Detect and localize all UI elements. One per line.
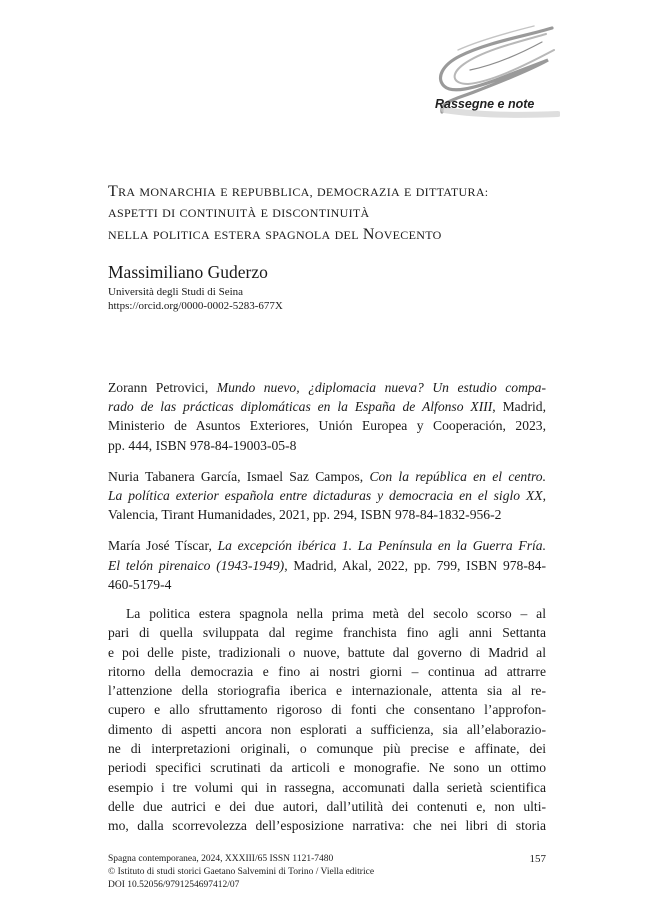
reviewed-books-list <box>108 378 546 606</box>
article-title <box>108 181 588 246</box>
reference-text: , Madrid, Akal, 2022, pp. 799, ISBN 978-84- <box>284 557 546 573</box>
body-line: periodi specifici scrutinati da articoli e monografie. Ne sono un ottimo <box>108 760 546 776</box>
body-line: l’attenzione della storiografia iberica e internazionale, attenta sia al re- <box>108 683 546 699</box>
reference-text: María José Tíscar, <box>108 538 218 554</box>
reference-line <box>108 575 546 594</box>
body-line: ne di interpretazioni originali, o comunque più precise e affinate, dei <box>108 741 546 757</box>
reference-title-text: El telón pirenaico (1943-1949) <box>108 557 285 573</box>
reference-title-text: La excepción ibérica 1. La Península en la Guerra Fría. <box>217 538 547 554</box>
reference-text: 460-5179-4 <box>108 576 172 592</box>
reference-text: , Madrid, <box>492 399 546 415</box>
reference-title-text: Mundo nuevo, ¿diplomacia nueva? Un estudio compa- <box>216 380 547 395</box>
copyright-notice: © Istituto di studi storici Gaetano Salvemini di Torino / Viella editrice <box>108 867 375 877</box>
body-line: esempio i tre volumi qui in rassegna, accomunati dalla serietà scientifica <box>108 779 546 795</box>
body-line: cupero e allo sfruttamento rigoroso di fonti che consentano l’approfon- <box>108 702 546 718</box>
body-line: dimento di aspetti ancora non esplorati a sufficienza, sia all’elaborazio- <box>108 721 546 737</box>
reference-text: Zorann Petrovici, <box>108 380 217 395</box>
body-line: La politica estera spagnola nella prima metà del secolo scorso – al <box>126 606 546 621</box>
body-line: ritorno della democrazia e fino ai nostri giorni – continua ad attrarre <box>108 663 546 679</box>
body-line: e poi delle piste, tradizionali o nuove, battute dal governo di Madrid al <box>108 644 546 660</box>
body-paragraph <box>108 604 546 836</box>
reference-title-text: rado de las prácticas diplomáticas en la España de Alfonso XIII <box>108 399 493 415</box>
reference-line <box>108 378 546 397</box>
page-footer <box>108 853 546 892</box>
author-affiliation: Università degli Studi di Seina <box>108 286 244 298</box>
body-line: delle due autrici e dei due autori, dall’utilità dei contenuti e, non ulti- <box>108 798 546 814</box>
author-orcid-link[interactable]: https://orcid.org/0000-0002-5283-677X <box>108 300 283 312</box>
book-reference <box>108 467 546 525</box>
reference-line <box>108 556 546 575</box>
reference-text: pp. 444, ISBN 978-84-19003-05-8 <box>108 437 297 453</box>
book-reference <box>108 378 546 455</box>
reference-line <box>108 505 546 524</box>
title-line: NELLA POLITICA ESTERA SPAGNOLA DEL NOVECENTO <box>108 226 442 243</box>
reference-text: , <box>542 488 546 504</box>
author-name: Massimiliano Guderzo <box>108 262 268 282</box>
page-number: 157 <box>529 853 546 865</box>
reference-line <box>108 397 546 416</box>
reference-title-text: La política exterior española entre dictaduras y democracia en el siglo XX <box>108 488 543 504</box>
reference-text: Nuria Tabanera García, Ismael Saz Campos, <box>108 468 370 484</box>
title-line: TRA MONARCHIA E REPUBBLICA, DEMOCRAZIA E DITTATURA: <box>108 183 489 200</box>
section-label: Rassegne e note <box>435 97 535 111</box>
doi-link[interactable]: DOI 10.52056/9791254697412/07 <box>108 880 240 890</box>
reference-line <box>108 467 546 486</box>
reference-line <box>108 536 546 555</box>
reference-line <box>108 416 546 435</box>
author-info <box>108 285 283 313</box>
reference-text: Valencia, Tirant Humanidades, 2021, pp. 294, ISBN 978-84-1832-956-2 <box>108 507 502 523</box>
title-line: ASPETTI DI CONTINUITÀ E DISCONTINUITÀ <box>108 206 370 220</box>
reference-text: Ministerio de Asuntos Exteriores, Unión Europea y Cooperación, 2023, <box>108 418 546 434</box>
body-line: mo, dalla scorrevolezza dell’esposizione narrativa: che nei libri di storia <box>108 818 546 834</box>
reference-line <box>108 436 546 455</box>
journal-info: Spagna contemporanea, 2024, XXXIII/65 ISSN 1121-7480 <box>108 854 334 864</box>
reference-line <box>108 486 546 505</box>
swirl-logo-icon <box>430 20 560 130</box>
reference-title-text: Con la república en el centro. <box>369 468 546 484</box>
book-reference <box>108 536 546 594</box>
body-line: pari di quella sviluppata dal regime franchista fino agli anni Settanta <box>108 625 546 641</box>
